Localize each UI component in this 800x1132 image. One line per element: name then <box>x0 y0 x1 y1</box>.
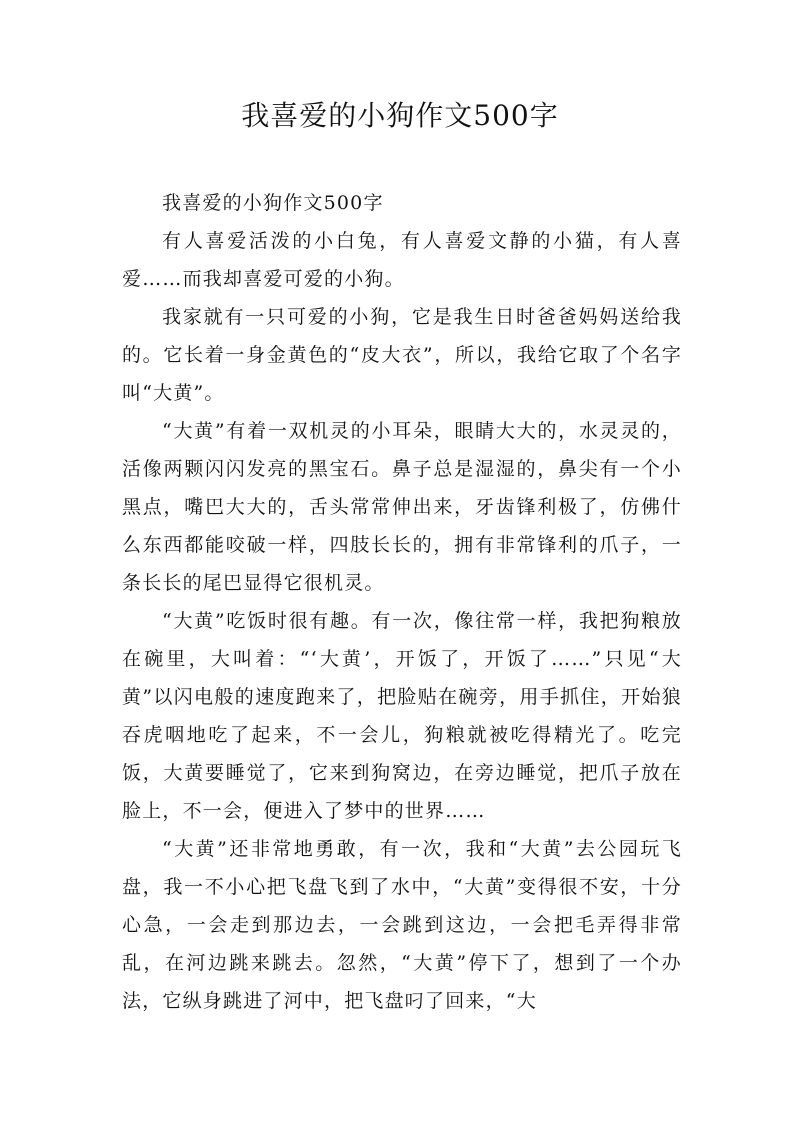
document-body <box>122 184 682 1020</box>
paragraph-intro: 有人喜爱活泼的小白兔，有人喜爱文静的小猫，有人喜爱……而我却喜爱可爱的小狗。 <box>122 230 682 290</box>
paragraph-bravery: “大黄”还非常地勇敢，有一次，我和“大黄”去公园玩飞盘，我一不小心把飞盘飞到了水中，“大黄”变得很不安，十分心急，一会走到那边去，一会跳到这边，一会把毛弄得非常乱，在河边跳来跳去。忽然，“大黄”停下了，想到了一个办法，它纵身跳进了河中，把飞盘叼了回来，“大 <box>122 838 682 1012</box>
paragraph-appearance: “大黄”有着一双机灵的小耳朵，眼睛大大的，水灵灵的，活像两颗闪闪发亮的黑宝石。鼻子总是湿湿的，鼻尖有一个小黑点，嘴巴大大的，舌头常常伸出来，牙齿锋利极了，仿佛什么东西都能咬破一样，四肢长长的，拥有非常锋利的爪子，一条长长的尾巴显得它很机灵。 <box>122 420 682 594</box>
paragraph-subtitle: 我喜爱的小狗作文500字 <box>162 192 384 214</box>
paragraph-eating: “大黄”吃饭时很有趣。有一次，像往常一样，我把狗粮放在碗里，大叫着：“‘大黄’，开饭了，开饭了……”只见“大黄”以闪电般的速度跑来了，把脸贴在碗旁，用手抓住，开始狼吞虎咽地吃了起来，不一会儿，狗粮就被吃得精光了。吃完饭，大黄要睡觉了，它来到狗窝边，在旁边睡觉，把爪子放在脸上，不一会，便进入了梦中的世界…… <box>122 610 682 822</box>
paragraph-origin: 我家就有一只可爱的小狗，它是我生日时爸爸妈妈送给我的。它长着一身金黄色的“皮大衣”，所以，我给它取了个名字叫“大黄”。 <box>122 306 682 404</box>
document-title: 我喜爱的小狗作文500字 <box>241 99 559 132</box>
